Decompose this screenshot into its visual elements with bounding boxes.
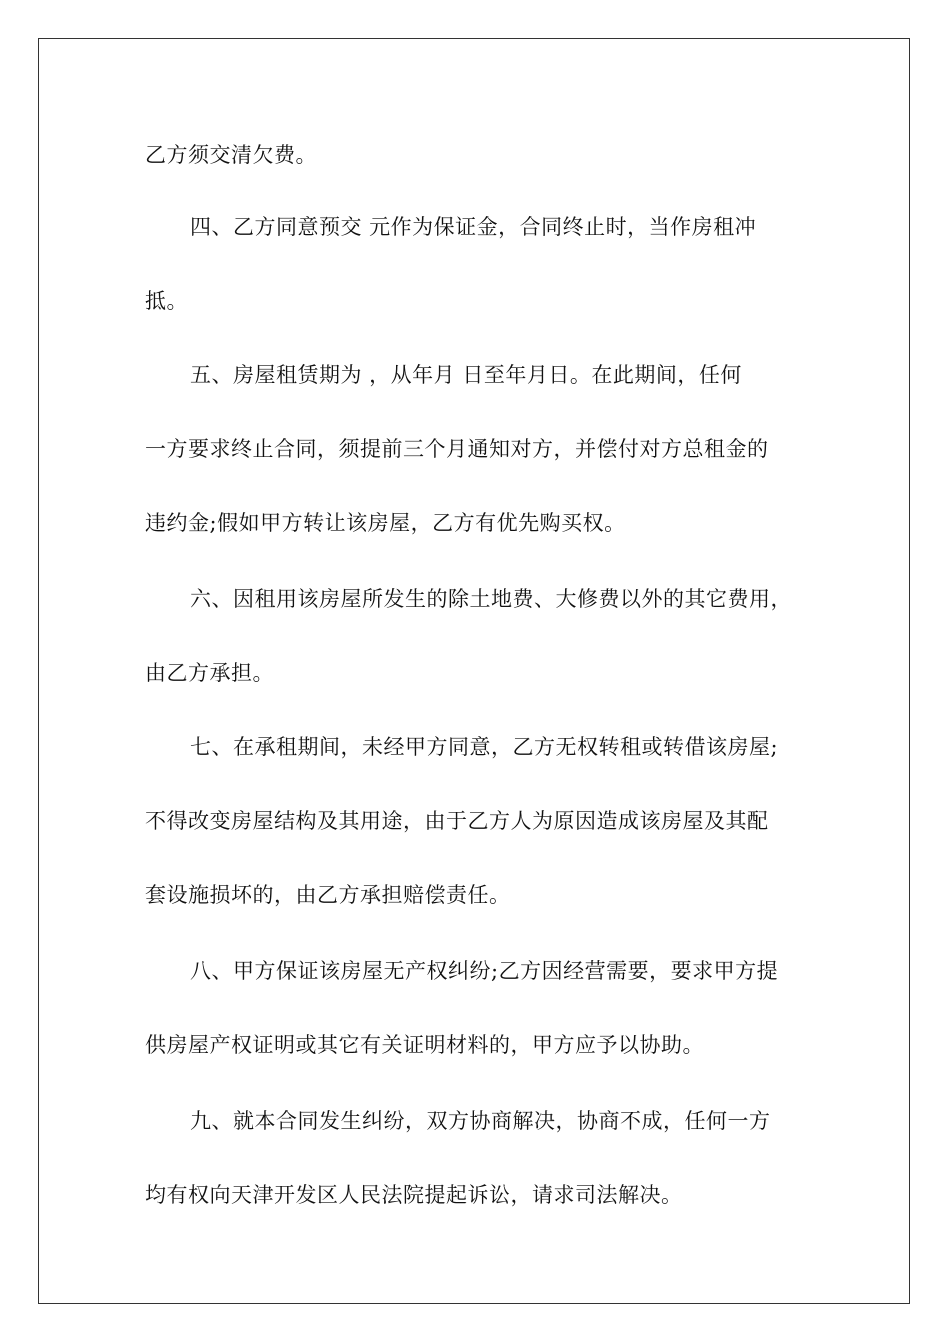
text-line: 不得改变房屋结构及其用途，由于乙方人为原因造成该房屋及其配 <box>145 809 769 833</box>
text-line: 供房屋产权证明或其它有关证明材料的，甲方应予以协助。 <box>145 1033 704 1057</box>
text-line: 抵。 <box>145 289 188 313</box>
text-line: 套设施损坏的，由乙方承担赔偿责任。 <box>145 883 511 907</box>
clause-8-line: 八、甲方保证该房屋无产权纠纷;乙方因经营需要，要求甲方提 <box>190 959 779 983</box>
clause-6-line: 六、因租用该房屋所发生的除土地费、大修费以外的其它费用， <box>190 587 792 611</box>
text-line: 均有权向天津开发区人民法院提起诉讼，请求司法解决。 <box>145 1183 683 1207</box>
clause-7-line: 七、在承租期间，未经甲方同意，乙方无权转租或转借该房屋; <box>190 735 779 759</box>
clause-5-line: 五、房屋租赁期为 ，从年月 日至年月日。在此期间，任何 <box>190 363 742 387</box>
text-line: 由乙方承担。 <box>145 661 274 685</box>
clause-9-line: 九、就本合同发生纠纷，双方协商解决，协商不成，任何一方 <box>190 1109 771 1133</box>
text-line: 一方要求终止合同，须提前三个月通知对方，并偿付对方总租金的 <box>145 437 769 461</box>
clause-4-line: 四、乙方同意预交 元作为保证金，合同终止时，当作房租冲 <box>190 215 757 239</box>
text-line: 乙方须交清欠费。 <box>145 143 317 167</box>
text-line: 违约金;假如甲方转让该房屋，乙方有优先购买权。 <box>145 511 626 535</box>
